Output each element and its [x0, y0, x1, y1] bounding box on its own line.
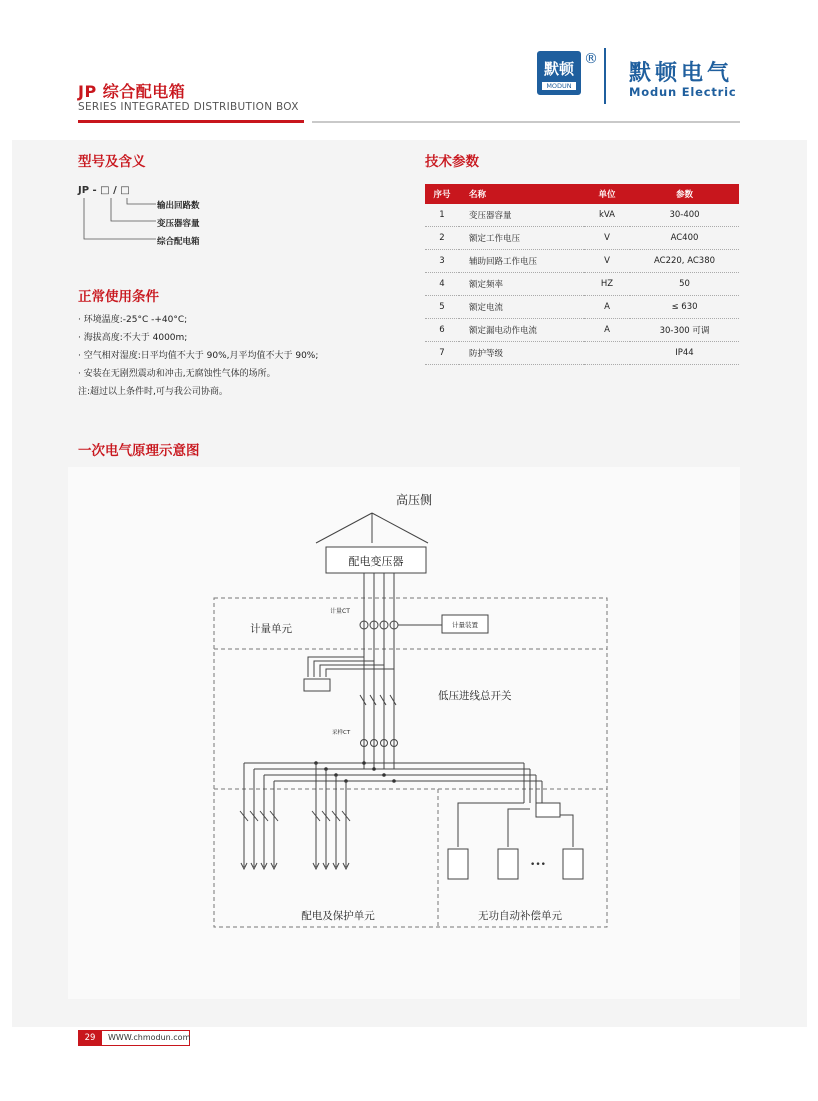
logo-en: MODUN [542, 82, 576, 90]
conditions-section-title: 正常使用条件 [78, 289, 159, 305]
capacitor-modules [448, 849, 583, 879]
cell-value: AC400 [630, 227, 739, 250]
footer-url[interactable]: WWW.chmodun.com [102, 1030, 190, 1046]
header-name: 名称 [459, 184, 584, 204]
cell-no: 7 [425, 342, 459, 365]
cell-value: IP44 [630, 342, 739, 365]
header-no: 序号 [425, 184, 459, 204]
cell-name: 额定漏电动作电流 [459, 319, 584, 342]
cell-no: 5 [425, 296, 459, 319]
page-subtitle: SERIES INTEGRATED DISTRIBUTION BOX [78, 101, 299, 113]
controller-box [536, 803, 560, 817]
feeder-group-1 [240, 763, 278, 869]
specs-section-title: 技术参数 [425, 154, 479, 170]
cell-name: 额定工作电压 [459, 227, 584, 250]
cell-no: 1 [425, 204, 459, 227]
table-row [425, 250, 739, 273]
busbars [244, 763, 542, 781]
table-row [425, 273, 739, 296]
cell-name: 额定电流 [459, 296, 584, 319]
condition-humidity: · 空气相对湿度:日平均值不大于 90%,月平均值不大于 90%; [78, 351, 319, 361]
meter-ct-symbols [360, 621, 398, 629]
header-unit: 单位 [584, 184, 630, 204]
main-breaker [360, 695, 396, 705]
model-item-box: 综合配电箱 [157, 237, 200, 247]
table-row [425, 227, 739, 250]
cell-no: 6 [425, 319, 459, 342]
comp-unit-label: 无功自动补偿单元 [478, 910, 562, 922]
model-bracket-lines [78, 195, 158, 247]
schematic-diagram [68, 467, 740, 999]
cell-unit: V [584, 227, 630, 250]
condition-installation: · 安装在无剧烈震动和冲击,无腐蚀性气体的场所。 [78, 369, 276, 379]
cell-value: 30-300 可调 [630, 319, 739, 342]
brand-name-cn: 默顿电气 [629, 61, 734, 86]
table-row [425, 204, 739, 227]
hv-lines [316, 513, 428, 543]
meter-ct-label: 计量CT [330, 608, 350, 615]
condition-temperature: · 环境温度:-25°C -+40°C; [78, 315, 188, 325]
cell-unit [584, 342, 630, 365]
table-row [425, 319, 739, 342]
model-item-capacity: 变压器容量 [157, 219, 200, 229]
lv-switch-label: 低压进线总开关 [438, 690, 512, 702]
model-section-title: 型号及含义 [78, 154, 146, 170]
sampling-ct-label: 采样CT [332, 730, 351, 736]
cell-unit: HZ [584, 273, 630, 296]
diagram-section-title: 一次电气原理示意图 [78, 443, 200, 459]
brand-logo [537, 51, 581, 95]
header-rule [312, 121, 740, 123]
hv-label: 高压侧 [396, 493, 433, 507]
page-number: 29 [78, 1030, 102, 1046]
cell-name: 辅助回路工作电压 [459, 250, 584, 273]
feeder-group-2 [312, 763, 350, 869]
table-row [425, 342, 739, 365]
logo-cn: 默顿 [543, 60, 574, 78]
dist-unit-label: 配电及保护单元 [301, 910, 375, 922]
table-row [425, 296, 739, 319]
cell-name: 额定频率 [459, 273, 584, 296]
cell-value: 50 [630, 273, 739, 296]
page-title: JP 综合配电箱 [78, 82, 186, 101]
condition-note: 注:超过以上条件时,可与我公司协商。 [78, 387, 228, 397]
sampling-ct-symbols [361, 740, 398, 747]
table-header-row [425, 184, 739, 204]
title-underline [78, 120, 304, 123]
cell-unit: V [584, 250, 630, 273]
meter-unit-label: 计量单元 [250, 623, 292, 635]
cell-value: AC220, AC380 [630, 250, 739, 273]
cell-no: 3 [425, 250, 459, 273]
cell-name: 变压器容量 [459, 204, 584, 227]
cell-no: 4 [425, 273, 459, 296]
cell-name: 防护等级 [459, 342, 584, 365]
condition-altitude: · 海拔高度:不大于 4000m; [78, 333, 188, 343]
transformer-label: 配电变压器 [348, 555, 404, 568]
spd-branch [304, 657, 394, 691]
cell-value: ≤ 630 [630, 296, 739, 319]
cell-unit: A [584, 296, 630, 319]
conditions-list [78, 311, 318, 401]
header-value: 参数 [630, 184, 739, 204]
cell-unit: A [584, 319, 630, 342]
brand-name-en: Modun Electric [629, 85, 737, 99]
meter-device-label: 计量装置 [452, 621, 478, 629]
model-code: JP - □ / □ [78, 185, 130, 196]
cell-unit: kVA [584, 204, 630, 227]
cell-no: 2 [425, 227, 459, 250]
more-modules-ellipsis: ••• [530, 860, 546, 870]
cell-value: 30-400 [630, 204, 739, 227]
main-bus-verticals [364, 573, 394, 769]
model-item-outputs: 输出回路数 [157, 201, 200, 211]
registered-mark: ® [584, 51, 598, 67]
specs-table [425, 184, 739, 365]
logo-divider [604, 48, 606, 104]
